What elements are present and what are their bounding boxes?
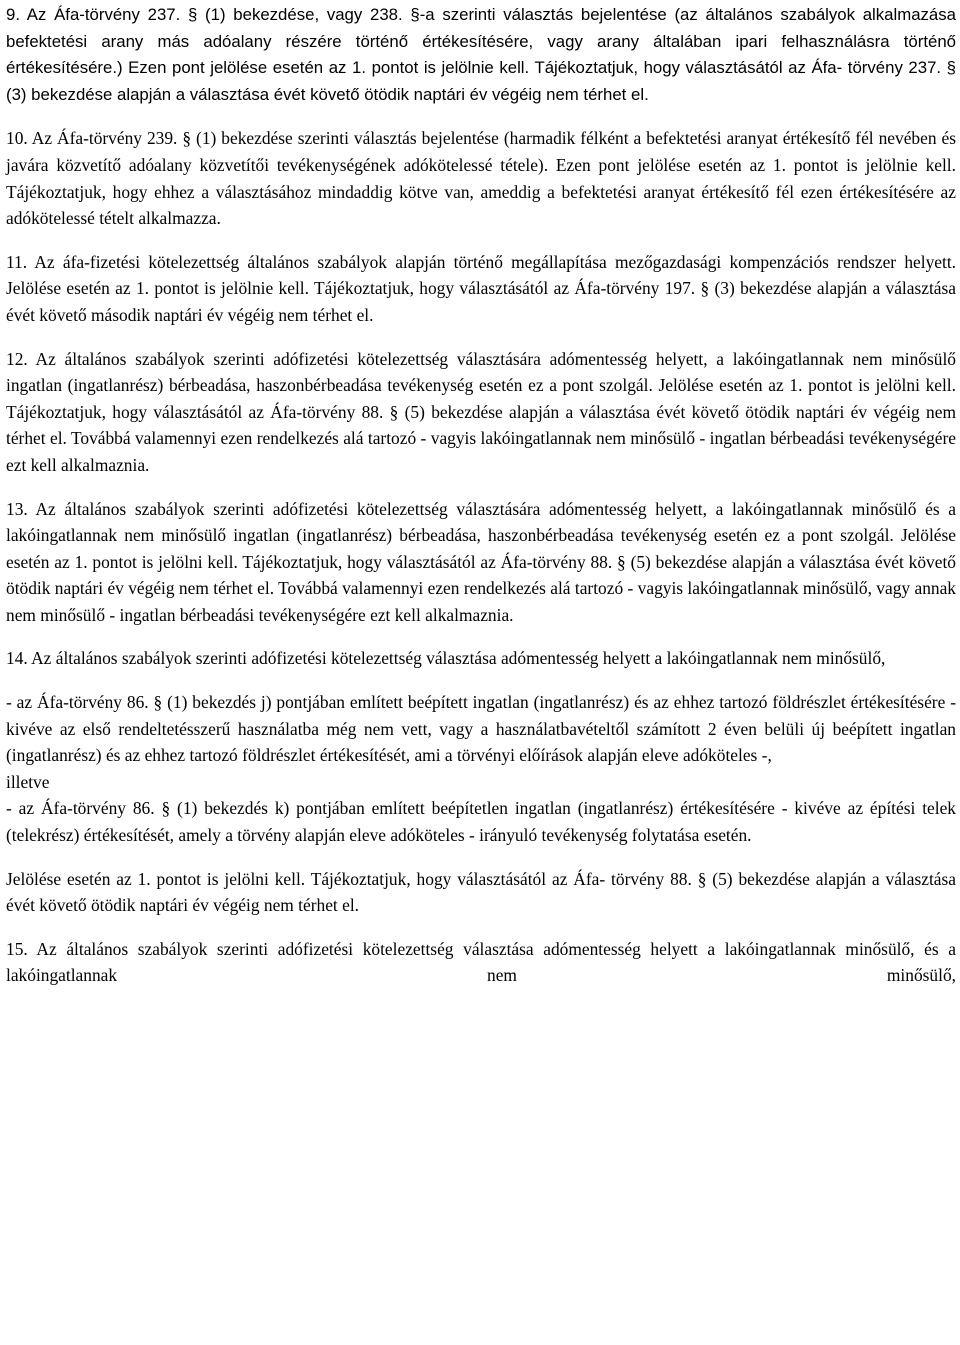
paragraph-item-13: 13. Az általános szabályok szerinti adófizetési kötelezettség választására adómentesség helyett, a lakóingatlannak minősülő és a lakóingatlannak nem minősülő ingatlan (ingatlanrész) bérbeadása, haszonbérbeadása tevékenység esetén ez a pont szolgál. Jelölése esetén az 1. pontot is jelölni kell. Tájékoztatjuk, hogy választásától az Áfa-törvény 88. § (5) bekezdése alapján a választása évét követő ötödik naptári év végéig nem térhet el. Továbbá valamennyi ezen rendelkezés alá tartozó - vagyis lakóingatlannak minősülő, vagy annak nem minősülő - ingatlan bérbeadási tevékenységére ezt kell alkalmaznia. [6,498,956,625]
paragraph-item-9: 9. Az Áfa-törvény 237. § (1) bekezdése, vagy 238. §-a szerinti választás bejelentése (az általános szabályok alkalmazása befektetési arany más adóalany részére történő értékesítésére, vagy arany általában ipari felhasználásra történő értékesítésére.) Ezen pont jelölése esetén az 1. pontot is jelölnie kell. Tájékoztatjuk, hogy választásától az Áfa- törvény 237. § (3) bekezdése alapján a választása évét követő ötödik naptári év végéig nem térhet el. [6,5,956,104]
paragraph-item-12: 12. Az általános szabályok szerinti adófizetési kötelezettség választására adómentesség helyett, a lakóingatlannak nem minősülő ingatlan (ingatlanrész) bérbeadása, haszonbérbeadása tevékenység esetén ez a pont szolgál. Jelölése esetén az 1. pontot is jelölni kell. Tájékoztatjuk, hogy választásától az Áfa-törvény 88. § (5) bekezdése alapján a választása évét követő ötödik naptári év végéig nem térhet el. Továbbá valamennyi ezen rendelkezés alá tartozó - vagyis lakóingatlannak nem minősülő - ingatlan bérbeadási tevékenységére ezt kell alkalmaznia. [6,348,956,475]
document-body [6,0,956,1006]
paragraph-item-14: 14. Az általános szabályok szerinti adófizetési kötelezettség választása adómentesség helyett a lakóingatlannak nem minősülő, [6,648,886,669]
paragraph-item-15: 15. Az általános szabályok szerinti adófizetési kötelezettség választása adómentesség helyett a lakóingatlannak minősülő, és a lakóingatlannak nem minősülő, [6,938,956,986]
paragraph-item-14-bullet-k: - az Áfa-törvény 86. § (1) bekezdés k) pontjában említett beépítetlen ingatlan (ingatlanrész) értékesítésére - kivéve az építési telek (telekrész) értékesítését, amely a törvény alapján eleve adóköteles - irányuló tevékenység folytatása esetén. [6,798,956,846]
paragraph-item-10: 10. Az Áfa-törvény 239. § (1) bekezdése szerinti választás bejelentése (harmadik félként a befektetési aranyat értékesítő fél nevében és javára közvetítő adóalany közvetítői tevékenységének adókötelessé tétele). Ezen pont jelölése esetén az 1. pontot is jelölnie kell. Tájékoztatjuk, hogy ehhez a választásához mindaddig kötve van, ameddig a befektetési aranyat értékesítő fél ezen értékesítésére az adókötelessé tételt alkalmazza. [6,128,956,229]
paragraph-item-14-note: Jelölése esetén az 1. pontot is jelölni kell. Tájékoztatjuk, hogy választásától az Áfa- törvény 88. § (5) bekezdése alapján a választása évét követő ötödik naptári év végéig nem térhet el. [6,868,956,916]
paragraph-conjunction: illetve [6,771,50,792]
paragraph-item-11: 11. Az áfa-fizetési kötelezettség általános szabályok alapján történő megállapítása mezőgazdasági kompenzációs rendszer helyett. Jelölése esetén az 1. pontot is jelölnie kell. Tájékoztatjuk, hogy választásától az Áfa-törvény 197. § (3) bekezdése alapján a választása évét követő második naptári év végéig nem térhet el. [6,251,956,325]
paragraph-item-14-bullet-j: - az Áfa-törvény 86. § (1) bekezdés j) pontjában említett beépített ingatlan (ingatlanrész) és az ehhez tartozó földrészlet értékesítésére - kivéve az első rendeltetésszerű használatba még nem vett, vagy a használatbavételtől számított 2 éven belüli új beépített ingatlan (ingatlanrész) és az ehhez tartozó földrészlet értékesítését, ami a törvényi előírások alapján eleve adóköteles -, [6,692,956,766]
